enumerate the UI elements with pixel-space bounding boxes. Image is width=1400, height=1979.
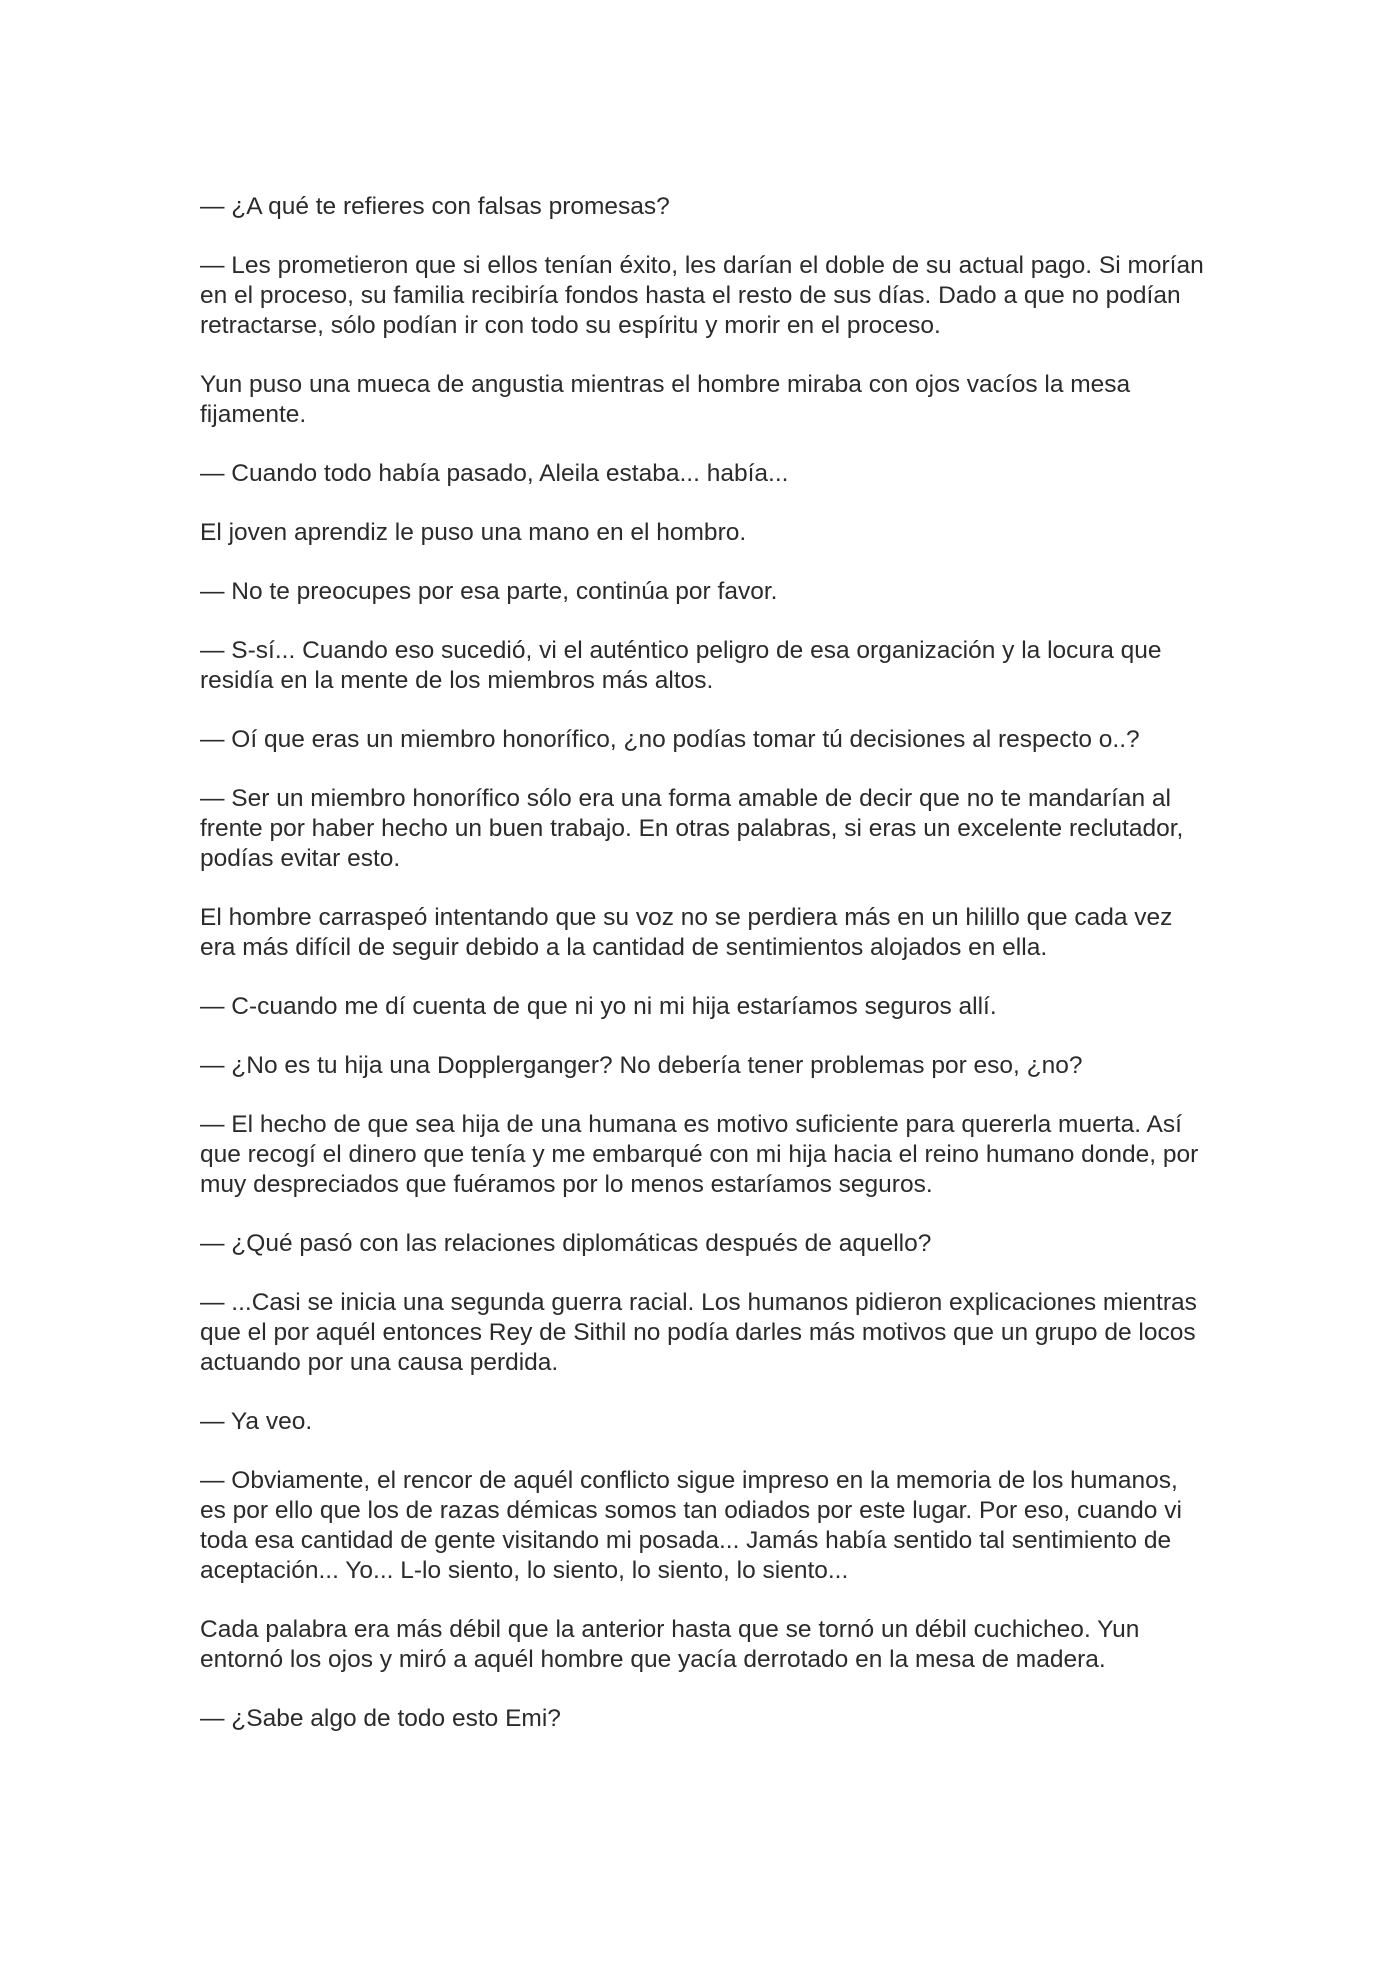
paragraph: — Ya veo. — [200, 1408, 313, 1435]
paragraph: El hombre carraspeó intentando que su voz no se perdiera más en un hilillo que cada vez era más difícil de seguir debido a la cantidad de sentimientos alojados en ella. — [200, 904, 1173, 961]
paragraph: — ¿A qué te refieres con falsas promesas? — [200, 193, 670, 220]
paragraph: — S-sí... Cuando eso sucedió, vi el auténtico peligro de esa organización y la locura que residía en la mente de los miembros más altos. — [200, 637, 1162, 694]
paragraph: — No te preocupes por esa parte, continúa por favor. — [200, 578, 778, 605]
paragraph: — Obviamente, el rencor de aquél conflicto sigue impreso en la memoria de los humanos, es por ello que los de razas démicas somos tan odiados por este lugar. Por eso, cuando vi toda esa cantidad de gente visitando mi posada... Jamás había sentido tal sentimiento de aceptación... Yo... L-lo siento, lo siento, lo siento, lo siento... — [200, 1467, 1182, 1584]
paragraph: — ¿No es tu hija una Dopplerganger? No debería tener problemas por eso, ¿no? — [200, 1052, 1083, 1079]
paragraph: — ¿Qué pasó con las relaciones diplomáticas después de aquello? — [200, 1230, 932, 1257]
paragraph: Yun puso una mueca de angustia mientras el hombre miraba con ojos vacíos la mesa fijamente. — [200, 371, 1131, 428]
paragraph: — C-cuando me dí cuenta de que ni yo ni mi hija estaríamos seguros allí. — [200, 993, 997, 1020]
paragraph: — El hecho de que sea hija de una humana es motivo suficiente para quererla muerta. Así que recogí el dinero que tenía y me embarqué con mi hija hacia el reino humano donde, por muy despreciados que fuéramos por lo menos estaríamos seguros. — [200, 1111, 1199, 1198]
paragraph: Cada palabra era más débil que la anterior hasta que se tornó un débil cuchicheo. Yun entornó los ojos y miró a aquél hombre que yacía derrotado en la mesa de madera. — [200, 1616, 1140, 1673]
paragraph: El joven aprendiz le puso una mano en el hombro. — [200, 519, 747, 546]
document-page — [200, 192, 1205, 1734]
paragraph: — Les prometieron que si ellos tenían éxito, les darían el doble de su actual pago. Si morían en el proceso, su familia recibiría fondos hasta el resto de sus días. Dado a que no podían retractarse, sólo podían ir con todo su espíritu y morir en el proceso. — [200, 252, 1204, 339]
paragraph: — Oí que eras un miembro honorífico, ¿no podías tomar tú decisiones al respecto o..? — [200, 726, 1140, 753]
paragraph: — Cuando todo había pasado, Aleila estaba... había... — [200, 460, 789, 487]
paragraph: — ...Casi se inicia una segunda guerra racial. Los humanos pidieron explicaciones mientras que el por aquél entonces Rey de Sithil no podía darles más motivos que un grupo de locos actuando por una causa perdida. — [200, 1289, 1197, 1376]
paragraph: — Ser un miembro honorífico sólo era una forma amable de decir que no te mandarían al frente por haber hecho un buen trabajo. En otras palabras, si eras un excelente reclutador, podías evitar esto. — [200, 785, 1184, 872]
paragraph: — ¿Sabe algo de todo esto Emi? — [200, 1705, 561, 1732]
